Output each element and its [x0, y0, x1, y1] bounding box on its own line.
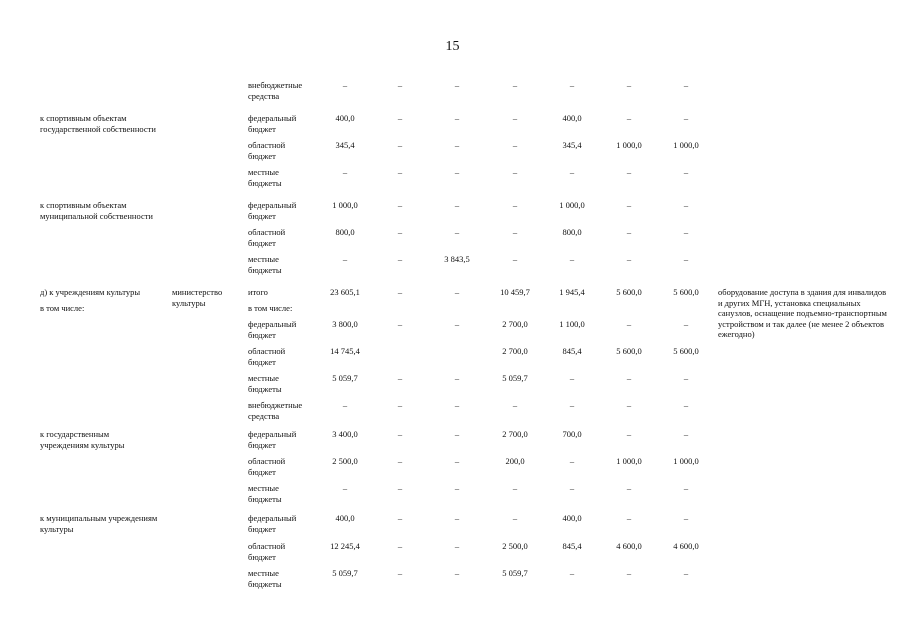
row-label: федеральный бюджет — [248, 513, 297, 534]
value-cell: 10 459,7 — [500, 287, 530, 297]
value-cell: – — [626, 319, 632, 329]
value-cell: – — [569, 568, 575, 578]
value-cell: 4 600,0 — [673, 541, 699, 551]
value-cell: – — [454, 456, 460, 466]
value-cell: – — [397, 227, 403, 237]
value-cell: – — [626, 227, 632, 237]
value-cell: 1 000,0 — [332, 200, 358, 210]
value-cell: – — [397, 373, 403, 383]
value-cell: – — [342, 80, 348, 90]
row-category: к муниципальным учреждениям культуры — [40, 513, 158, 534]
value-cell: 845,4 — [562, 541, 582, 551]
value-cell: – — [454, 483, 460, 493]
row-label: местные бюджеты — [248, 167, 282, 188]
value-cell: – — [397, 400, 403, 410]
value-cell: – — [683, 200, 689, 210]
value-cell: – — [454, 319, 460, 329]
value-cell: – — [397, 113, 403, 123]
value-cell: 3 843,5 — [444, 254, 470, 264]
value-cell: 700,0 — [562, 429, 582, 439]
value-cell: 2 500,0 — [502, 541, 528, 551]
value-cell: – — [397, 456, 403, 466]
value-cell: – — [626, 429, 632, 439]
value-cell: 3 800,0 — [332, 319, 358, 329]
value-cell: 1 000,0 — [616, 140, 642, 150]
value-cell: – — [454, 113, 460, 123]
value-cell: – — [454, 429, 460, 439]
value-cell: – — [569, 400, 575, 410]
row-label: федеральный бюджет — [248, 113, 297, 134]
value-cell: 12 245,4 — [330, 541, 360, 551]
value-cell: – — [512, 254, 518, 264]
value-cell: – — [512, 200, 518, 210]
value-cell: 345,4 — [335, 140, 355, 150]
value-cell: – — [454, 373, 460, 383]
row-label: областной бюджет — [248, 456, 286, 477]
row-label: местные бюджеты — [248, 483, 282, 504]
value-cell: – — [512, 113, 518, 123]
value-cell: – — [626, 373, 632, 383]
value-cell: – — [569, 373, 575, 383]
value-cell: – — [683, 483, 689, 493]
value-cell: 400,0 — [562, 113, 582, 123]
value-cell: 1 945,4 — [559, 287, 585, 297]
value-cell: – — [454, 568, 460, 578]
value-cell: 5 059,7 — [502, 373, 528, 383]
value-cell: 400,0 — [562, 513, 582, 523]
value-cell: – — [454, 287, 460, 297]
value-cell: 5 600,0 — [616, 287, 642, 297]
row-category: к спортивным объектам государственной собственности — [40, 113, 156, 134]
value-cell: – — [683, 113, 689, 123]
row-label: в том числе: — [248, 303, 293, 313]
value-cell: – — [342, 400, 348, 410]
value-cell: 845,4 — [562, 346, 582, 356]
value-cell: – — [626, 400, 632, 410]
value-cell: 200,0 — [505, 456, 525, 466]
row-label: местные бюджеты — [248, 254, 282, 275]
row-label: внебюджетные средства — [248, 400, 303, 421]
value-cell: – — [512, 167, 518, 177]
value-cell: 400,0 — [335, 513, 355, 523]
value-cell: – — [683, 227, 689, 237]
value-cell: 345,4 — [562, 140, 582, 150]
value-cell: – — [683, 429, 689, 439]
value-cell: – — [454, 400, 460, 410]
row-category: в том числе: — [40, 303, 85, 313]
value-cell: – — [683, 167, 689, 177]
value-cell: 1 000,0 — [673, 456, 699, 466]
row-label: областной бюджет — [248, 227, 286, 248]
value-cell: – — [626, 483, 632, 493]
row-category: к государственным учреждениям культуры — [40, 429, 125, 450]
value-cell: – — [626, 167, 632, 177]
value-cell: – — [512, 227, 518, 237]
value-cell: – — [342, 483, 348, 493]
value-cell: 1 100,0 — [559, 319, 585, 329]
value-cell: 800,0 — [562, 227, 582, 237]
value-cell: – — [683, 373, 689, 383]
value-cell: 5 059,7 — [332, 373, 358, 383]
value-cell: – — [512, 513, 518, 523]
value-cell: – — [397, 319, 403, 329]
value-cell: – — [569, 80, 575, 90]
value-cell: 5 600,0 — [673, 346, 699, 356]
value-cell: – — [569, 167, 575, 177]
value-cell: – — [569, 254, 575, 264]
row-label: областной бюджет — [248, 346, 286, 367]
value-cell: 5 059,7 — [502, 568, 528, 578]
row-category: д) к учреждениям культуры — [40, 287, 141, 297]
value-cell: 5 600,0 — [673, 287, 699, 297]
row-label: областной бюджет — [248, 140, 286, 161]
value-cell: – — [397, 568, 403, 578]
value-cell: – — [397, 513, 403, 523]
row-category: к спортивным объектам муниципальной собственности — [40, 200, 153, 221]
row-label: местные бюджеты — [248, 373, 282, 394]
value-cell: – — [683, 568, 689, 578]
value-cell: – — [397, 541, 403, 551]
value-cell: – — [683, 80, 689, 90]
value-cell: – — [454, 167, 460, 177]
value-cell: – — [454, 200, 460, 210]
value-cell: – — [397, 200, 403, 210]
value-cell: – — [512, 80, 518, 90]
value-cell: – — [397, 254, 403, 264]
value-cell: 23 605,1 — [330, 287, 360, 297]
value-cell: 2 500,0 — [332, 456, 358, 466]
value-cell: 2 700,0 — [502, 319, 528, 329]
value-cell: – — [569, 483, 575, 493]
value-cell: – — [683, 513, 689, 523]
value-cell: – — [626, 568, 632, 578]
value-cell: – — [626, 513, 632, 523]
value-cell: – — [454, 80, 460, 90]
value-cell: – — [397, 140, 403, 150]
value-cell: – — [683, 254, 689, 264]
value-cell: – — [454, 227, 460, 237]
value-cell: – — [626, 200, 632, 210]
row-label: итого — [248, 287, 268, 297]
value-cell: 4 600,0 — [616, 541, 642, 551]
value-cell: – — [397, 287, 403, 297]
value-cell: – — [454, 541, 460, 551]
value-cell: 400,0 — [335, 113, 355, 123]
value-cell: 800,0 — [335, 227, 355, 237]
value-cell: – — [626, 254, 632, 264]
value-cell: – — [569, 456, 575, 466]
value-cell: 2 700,0 — [502, 429, 528, 439]
value-cell: – — [342, 167, 348, 177]
row-label: федеральный бюджет — [248, 319, 297, 340]
row-label: федеральный бюджет — [248, 200, 297, 221]
value-cell: – — [512, 483, 518, 493]
value-cell: – — [454, 513, 460, 523]
row-note: оборудование доступа в здания для инвалидов и других МГН, установка специальных санузлов, оснащение подъемно-транспортным устройством и так далее (не менее 2 объектов ежегодно) — [718, 287, 887, 340]
value-cell: – — [626, 113, 632, 123]
value-cell: 5 600,0 — [616, 346, 642, 356]
value-cell: – — [683, 400, 689, 410]
value-cell: 1 000,0 — [616, 456, 642, 466]
row-executor: министерство культуры — [172, 287, 223, 308]
value-cell: – — [397, 483, 403, 493]
value-cell: – — [397, 429, 403, 439]
value-cell: 5 059,7 — [332, 568, 358, 578]
page-number: 15 — [445, 39, 460, 54]
value-cell: – — [626, 80, 632, 90]
value-cell: – — [454, 140, 460, 150]
row-label: внебюджетные средства — [248, 80, 303, 101]
value-cell: – — [683, 319, 689, 329]
value-cell: – — [397, 167, 403, 177]
value-cell: 1 000,0 — [673, 140, 699, 150]
value-cell: 14 745,4 — [330, 346, 360, 356]
value-cell: – — [342, 254, 348, 264]
row-label: федеральный бюджет — [248, 429, 297, 450]
value-cell: 2 700,0 — [502, 346, 528, 356]
value-cell: 1 000,0 — [559, 200, 585, 210]
value-cell: – — [397, 80, 403, 90]
row-label: областной бюджет — [248, 541, 286, 562]
value-cell: 3 400,0 — [332, 429, 358, 439]
value-cell: – — [512, 140, 518, 150]
value-cell: – — [512, 400, 518, 410]
row-label: местные бюджеты — [248, 568, 282, 589]
